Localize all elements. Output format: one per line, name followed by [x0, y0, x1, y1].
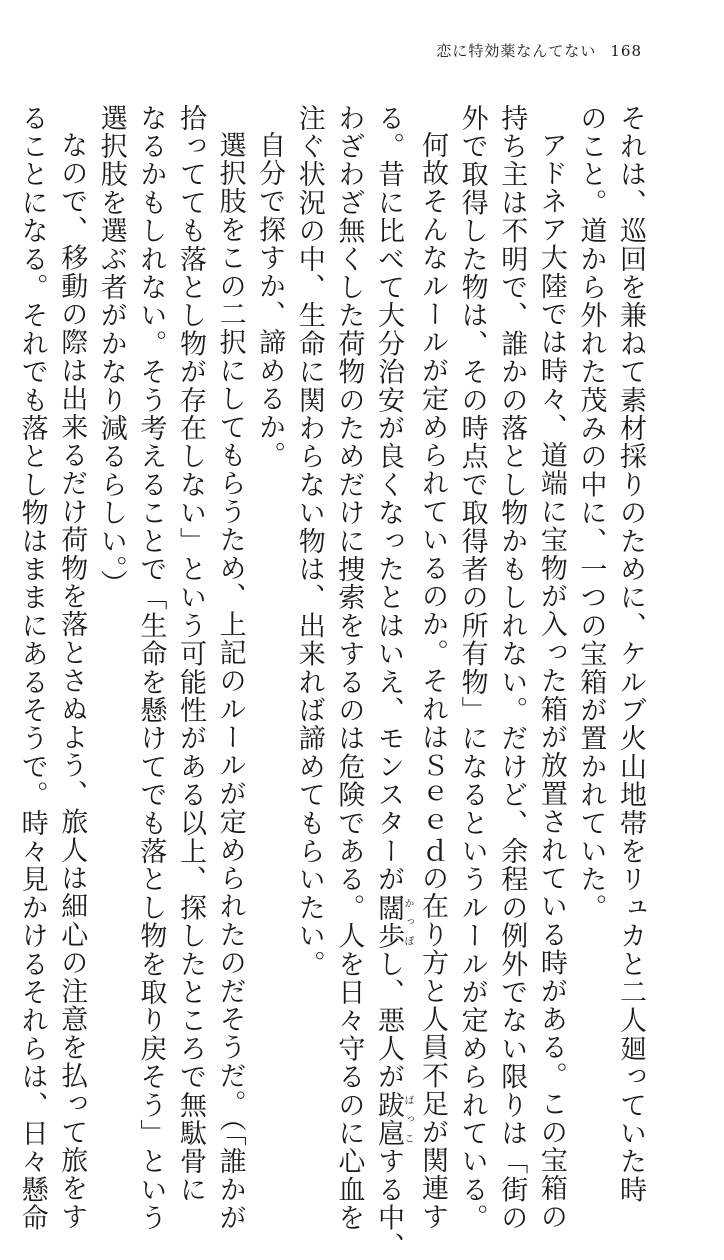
- text-run: 拾ってても落とし物が存在しない」という可能性がある以上、探したところで無駄骨に: [174, 104, 206, 1204]
- running-header: [436, 40, 642, 61]
- ruby-reading: ばっこ: [401, 1091, 413, 1148]
- text-line: [610, 104, 650, 1204]
- text-run: 持ち主は不明で、誰かの落とし物かもしれない。だけど、余程の例外でない限りは「街の: [496, 104, 528, 1232]
- ruby-annotation: [372, 1091, 413, 1148]
- text-run: する中、: [372, 1147, 404, 1260]
- text-run: ることになる。それでも落とし物はままにあるそうで。時々見かけるそれらは、日々懸命: [16, 104, 48, 1232]
- body-text: [12, 104, 650, 1260]
- text-line: [12, 104, 52, 1232]
- text-line: [289, 104, 329, 984]
- text-line: [329, 104, 369, 1232]
- text-run: なるかもしれない。そう考えることで「生命を懸けてでも落とし物を取り戻そう」という: [135, 104, 167, 1232]
- text-run: わざわざ無くした荷物のためだけに捜索をするのは危険である。人を日々守るのに心血を: [333, 104, 365, 1232]
- text-line: [131, 104, 171, 1232]
- text-run: アドネア大陸では時々、道端に宝物が入った箱が放置されている時がある。この宝箱の: [535, 131, 567, 1231]
- text-run: 注ぐ状況の中、生命に関わらない物は、出来れば諦めてもらいたい。: [293, 104, 325, 979]
- ruby-annotation: [372, 893, 413, 951]
- text-line: [170, 104, 210, 1204]
- text-line: [571, 104, 611, 984]
- text-line: [250, 104, 290, 984]
- text-line: [452, 104, 492, 1232]
- text-run: し、悪人が: [372, 950, 404, 1092]
- text-run: 選択肢を選ぶ者がかなり減るらしい。）: [95, 104, 127, 599]
- text-line: [52, 104, 92, 1231]
- text-run: それは、巡回を兼ねて素材採りのために、ケルブ火山地帯をリュカと二人廻っていた時: [615, 104, 646, 1204]
- ruby-reading: かっぽ: [401, 893, 413, 950]
- text-line: [210, 104, 250, 1232]
- text-line: [91, 104, 131, 984]
- text-run: る。昔に比べて大分治安が良くなったとはいえ、モンスターが: [372, 104, 404, 894]
- text-line: [492, 104, 532, 1232]
- ruby-base: 闊歩: [372, 893, 404, 951]
- text-run: 選択肢をこの二択にしてもらうため、上記のルールが定められたのだそうだ。（「誰かが: [214, 131, 246, 1232]
- text-run: 自分で探すか、諦めるか。: [254, 131, 286, 470]
- text-line: [368, 104, 413, 1260]
- ruby-base: 跋扈: [372, 1091, 404, 1148]
- text-run: のこと。道から外れた茂みの中に、一つの宝箱が置かれていた。: [575, 104, 607, 922]
- page-number: 168: [610, 42, 642, 60]
- text-line: [531, 104, 571, 1231]
- text-line: [412, 104, 452, 1231]
- text-run: 外で取得した物は、その時点で取得者の所有物」になるというルールが定められている。: [456, 104, 488, 1232]
- text-run: なので、移動の際は出来るだけ荷物を落とさぬよう、旅人は細心の注意を払って旅をす: [56, 131, 88, 1231]
- book-title: 恋に特効薬なんてない: [436, 42, 597, 60]
- text-run: 何故そんなルールが定められているのか。それはＳｅｅｄの在り方と人員不足が関連す: [417, 131, 449, 1231]
